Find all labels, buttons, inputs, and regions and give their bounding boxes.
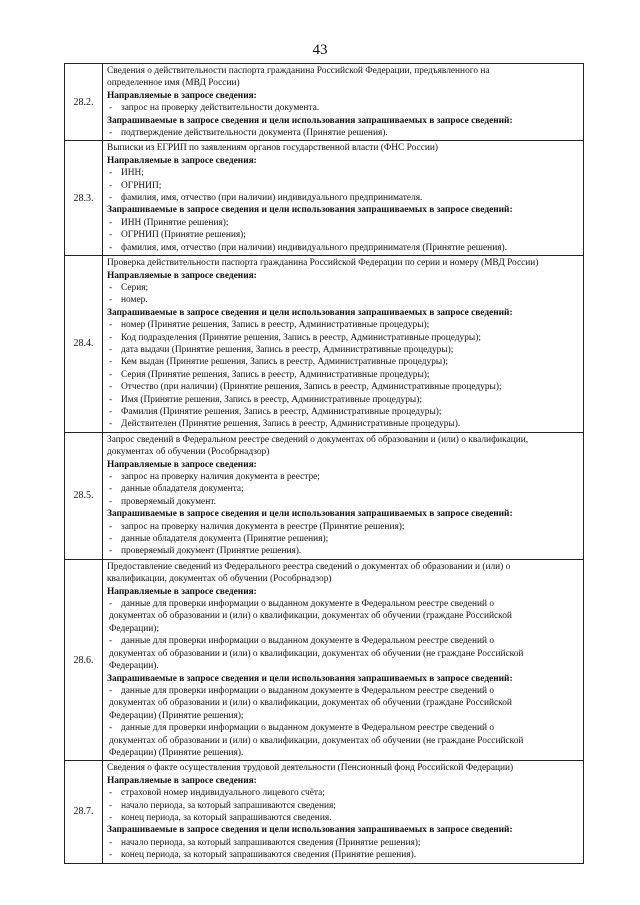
requested-item-text: начало периода, за который запрашиваются сведения (Принятие решения); bbox=[121, 837, 421, 848]
sent-header: Направляемые в запросе сведения: bbox=[107, 270, 257, 281]
requested-item-text: номер (Принятие решения, Запись в реестр, Административные процедуры); bbox=[121, 320, 430, 331]
row-number: 28.6. bbox=[65, 559, 103, 761]
requested-header: Запрашиваемые в запросе сведения и цели использования запрашиваемых в запросе сведений: bbox=[107, 115, 513, 126]
sent-item-text: начало периода, за который запрашиваются сведения; bbox=[121, 800, 336, 811]
row-title-line: Сведения о действительности паспорта гражданина Российской Федерации, предъявленного на bbox=[107, 66, 490, 76]
sent-item bbox=[107, 192, 580, 204]
requested-item bbox=[107, 217, 580, 229]
sent-item bbox=[107, 483, 580, 495]
sent-header: Направляемые в запросе сведения: bbox=[107, 459, 257, 470]
requested-item-text: Федерации) (Принятие решения); bbox=[109, 710, 244, 721]
requested-item-line bbox=[107, 747, 580, 759]
dash-marker: - bbox=[109, 180, 113, 191]
requested-item bbox=[107, 344, 580, 356]
requested-item-text: документах об образовании и (или) о квалификации, документах об обучении (не граждане Российской bbox=[109, 735, 524, 746]
sent-item bbox=[107, 180, 580, 192]
sent-item-text: номер. bbox=[121, 295, 148, 306]
requested-header: Запрашиваемые в запросе сведения и цели использования запрашиваемых в запросе сведений: bbox=[107, 307, 513, 318]
row-title-line: Сведения о факте осуществления трудовой деятельности (Пенсионный фонд Российской Федерации) bbox=[107, 763, 514, 774]
sent-item-text: документах об образовании и (или) о квалификации, документах об обучении (граждане Российской bbox=[109, 611, 512, 622]
row-content bbox=[103, 141, 584, 256]
requested-item bbox=[107, 242, 580, 254]
row-content bbox=[103, 559, 584, 761]
requested-item-text: проверяемый документ (Принятие решения). bbox=[121, 546, 302, 557]
dash-marker: - bbox=[109, 128, 113, 139]
page-number: 43 bbox=[312, 42, 328, 58]
sent-item bbox=[107, 294, 580, 306]
dash-marker: - bbox=[109, 357, 113, 368]
sent-item-text: документах об образовании и (или) о квалификации, документах об обучении (не граждане Российской bbox=[109, 648, 524, 659]
requested-item bbox=[107, 356, 580, 368]
dash-marker: - bbox=[109, 168, 113, 179]
requested-item bbox=[107, 837, 580, 849]
requested-item bbox=[107, 394, 580, 406]
row-number: 28.5. bbox=[65, 432, 103, 559]
row-number: 28.3. bbox=[65, 141, 103, 256]
dash-marker: - bbox=[109, 193, 113, 204]
requested-item bbox=[107, 521, 580, 533]
requested-item-text: документах об образовании и (или) о квалификации, документах об обучении (граждане Российской bbox=[109, 698, 512, 709]
sent-item-line bbox=[107, 610, 580, 622]
row-title-line: Проверка действительности паспорта гражданина Российской Федерации по серии и номеру (МВД России) bbox=[107, 258, 539, 269]
sent-item-line bbox=[107, 598, 580, 610]
sent-item-text: Федерации). bbox=[109, 661, 159, 672]
dash-marker: - bbox=[109, 382, 113, 393]
sent-header: Направляемые в запросе сведения: bbox=[107, 90, 257, 101]
row-number: 28.2. bbox=[65, 64, 103, 141]
row-title-line: Предоставление сведений из Федерального реестра сведений о документах об образовании и (или) о bbox=[107, 561, 511, 572]
dash-marker: - bbox=[109, 484, 113, 495]
row-title-line: Выписки из ЕГРИП по заявлениям органов государственной власти (ФНС России) bbox=[107, 143, 439, 154]
table-row bbox=[65, 256, 584, 433]
dash-marker: - bbox=[109, 230, 113, 241]
requested-header: Запрашиваемые в запросе сведения и цели использования запрашиваемых в запросе сведений: bbox=[107, 825, 513, 836]
requested-item-line bbox=[107, 685, 580, 697]
sent-item-text: конец периода, за который запрашиваются сведения. bbox=[121, 812, 332, 823]
sent-item-line bbox=[107, 648, 580, 660]
requested-item-text: фамилия, имя, отчество (при наличии) индивидуального предпринимателя (Принятие решения). bbox=[121, 242, 507, 253]
requested-item-text: ИНН (Принятие решения); bbox=[121, 217, 229, 228]
requested-item bbox=[107, 418, 580, 430]
dash-marker: - bbox=[109, 344, 113, 355]
requested-item-text: ОГРНИП (Принятие решения); bbox=[121, 230, 246, 241]
sent-item-text: данные обладателя документа; bbox=[121, 484, 244, 495]
requested-item-text: дата выдачи (Принятие решения, Запись в реестр, Административные процедуры); bbox=[121, 344, 454, 355]
requested-item bbox=[107, 319, 580, 331]
requested-item-text: Отчество (при наличии) (Принятие решения, Запись в реестр, Административные процедуры); bbox=[121, 382, 502, 393]
requested-item-line bbox=[107, 710, 580, 722]
dash-marker: - bbox=[109, 320, 113, 331]
dash-marker: - bbox=[109, 332, 113, 343]
sent-item bbox=[107, 812, 580, 824]
sent-item-line bbox=[107, 660, 580, 672]
dash-marker: - bbox=[109, 546, 113, 557]
dash-marker: - bbox=[109, 242, 113, 253]
requested-item-text: запрос на проверку наличия документа в реестре (Принятие решения); bbox=[121, 521, 405, 532]
dash-marker: - bbox=[109, 837, 113, 848]
table-row bbox=[65, 141, 584, 256]
sent-item-text: запрос на проверку наличия документа в реестре; bbox=[121, 472, 320, 482]
requested-item-text: Код подразделения (Принятие решения, Запись в реестр, Административные процедуры); bbox=[121, 332, 481, 343]
requested-item-text: конец периода, за который запрашиваются сведения (Принятие решения). bbox=[121, 850, 417, 861]
sent-header: Направляемые в запросе сведения: bbox=[107, 775, 257, 786]
dash-marker: - bbox=[109, 472, 113, 482]
sent-item bbox=[107, 167, 580, 179]
dash-marker: - bbox=[109, 800, 113, 811]
sent-item bbox=[107, 787, 580, 799]
sent-item-text: Федерации); bbox=[109, 623, 160, 634]
requested-item-text: данные обладателя документа (Принятие решения); bbox=[121, 534, 329, 545]
row-content bbox=[103, 432, 584, 559]
row-title-line: квалификации, документах об обучении (Рособрнадзор) bbox=[107, 574, 332, 585]
sent-item-line bbox=[107, 623, 580, 635]
sent-item-line bbox=[107, 635, 580, 647]
requested-item bbox=[107, 369, 580, 381]
sent-item-text: фамилия, имя, отчество (при наличии) индивидуального предпринимателя. bbox=[121, 193, 423, 204]
requested-item-text: Действителен (Принятие решения, Запись в реестр, Административные процедуры). bbox=[121, 419, 461, 430]
requested-header: Запрашиваемые в запросе сведения и цели использования запрашиваемых в запросе сведений: bbox=[107, 673, 513, 684]
requested-item bbox=[107, 127, 580, 139]
requested-item-text: подтверждение действительности документа (Принятие решения). bbox=[121, 128, 388, 139]
table-row bbox=[65, 559, 584, 761]
table-row bbox=[65, 64, 584, 141]
requested-item bbox=[107, 381, 580, 393]
sent-item-text: ИНН; bbox=[121, 168, 144, 179]
requested-item bbox=[107, 406, 580, 418]
dash-marker: - bbox=[109, 723, 113, 734]
sent-item-text: данные для проверки информации о выданном документе в Федеральном реестре сведений о bbox=[121, 636, 495, 647]
sent-item bbox=[107, 102, 580, 114]
dash-marker: - bbox=[109, 599, 113, 610]
requested-item-line bbox=[107, 697, 580, 709]
dash-marker: - bbox=[109, 394, 113, 405]
dash-marker: - bbox=[109, 295, 113, 306]
requested-item-text: Федерации) (Принятие решения). bbox=[109, 747, 244, 758]
row-title-line: определенное имя (МВД России) bbox=[107, 78, 240, 89]
dash-marker: - bbox=[109, 521, 113, 532]
sent-item-text: проверяемый документ. bbox=[121, 496, 216, 507]
dash-marker: - bbox=[109, 103, 113, 114]
table-row bbox=[65, 761, 584, 863]
requested-item bbox=[107, 332, 580, 344]
requested-item bbox=[107, 545, 580, 557]
requested-item-line bbox=[107, 735, 580, 747]
row-content bbox=[103, 256, 584, 433]
dash-marker: - bbox=[109, 812, 113, 823]
dash-marker: - bbox=[109, 369, 113, 380]
requested-header: Запрашиваемые в запросе сведения и цели использования запрашиваемых в запросе сведений: bbox=[107, 205, 513, 216]
requested-item bbox=[107, 533, 580, 545]
requested-header: Запрашиваемые в запросе сведения и цели использования запрашиваемых в запросе сведений: bbox=[107, 509, 513, 520]
requested-item-text: данные для проверки информации о выданном документе в Федеральном реестре сведений о bbox=[121, 723, 495, 734]
row-content bbox=[103, 761, 584, 863]
dash-marker: - bbox=[109, 850, 113, 861]
sent-item bbox=[107, 471, 580, 483]
requested-item bbox=[107, 849, 580, 861]
sent-item-text: Серия; bbox=[121, 282, 149, 293]
dash-marker: - bbox=[109, 685, 113, 696]
dash-marker: - bbox=[109, 496, 113, 507]
dash-marker: - bbox=[109, 534, 113, 545]
requested-item-text: Серия (Принятие решения, Запись в реестр, Административные процедуры); bbox=[121, 369, 430, 380]
row-title-line: Запрос сведений в Федеральном реестре сведений о документах об образовании и (или) о квалификации, bbox=[107, 434, 529, 445]
requested-item-text: Кем выдан (Принятие решения, Запись в реестр, Административные процедуры); bbox=[121, 357, 448, 368]
row-content bbox=[103, 64, 584, 141]
sent-item bbox=[107, 800, 580, 812]
requested-item bbox=[107, 229, 580, 241]
dash-marker: - bbox=[109, 282, 113, 293]
requested-item-text: данные для проверки информации о выданном документе в Федеральном реестре сведений о bbox=[121, 685, 495, 696]
sent-item bbox=[107, 282, 580, 294]
sent-header: Направляемые в запросе сведения: bbox=[107, 155, 257, 166]
requested-item-line bbox=[107, 722, 580, 734]
dash-marker: - bbox=[109, 217, 113, 228]
dash-marker: - bbox=[109, 788, 113, 799]
row-number: 28.4. bbox=[65, 256, 103, 433]
requested-item-text: Фамилия (Принятие решения, Запись в реестр, Административные процедуры); bbox=[121, 406, 442, 417]
row-number: 28.7. bbox=[65, 761, 103, 863]
table-row bbox=[65, 432, 584, 559]
sent-item-text: запрос на проверку действительности документа. bbox=[121, 103, 320, 114]
dash-marker: - bbox=[109, 406, 113, 417]
dash-marker: - bbox=[109, 419, 113, 430]
sent-item bbox=[107, 496, 580, 508]
row-title-line: документах об обучении (Рособрнадзор) bbox=[107, 447, 270, 458]
requests-table bbox=[64, 63, 584, 864]
dash-marker: - bbox=[109, 636, 113, 647]
sent-item-text: ОГРНИП; bbox=[121, 180, 162, 191]
sent-item-text: данные для проверки информации о выданном документе в Федеральном реестре сведений о bbox=[121, 599, 495, 610]
sent-header: Направляемые в запросе сведения: bbox=[107, 586, 257, 597]
requested-item-text: Имя (Принятие решения, Запись в реестр, Административные процедуры); bbox=[121, 394, 422, 405]
sent-item-text: страховой номер индивидуального лицевого счёта; bbox=[121, 788, 325, 799]
